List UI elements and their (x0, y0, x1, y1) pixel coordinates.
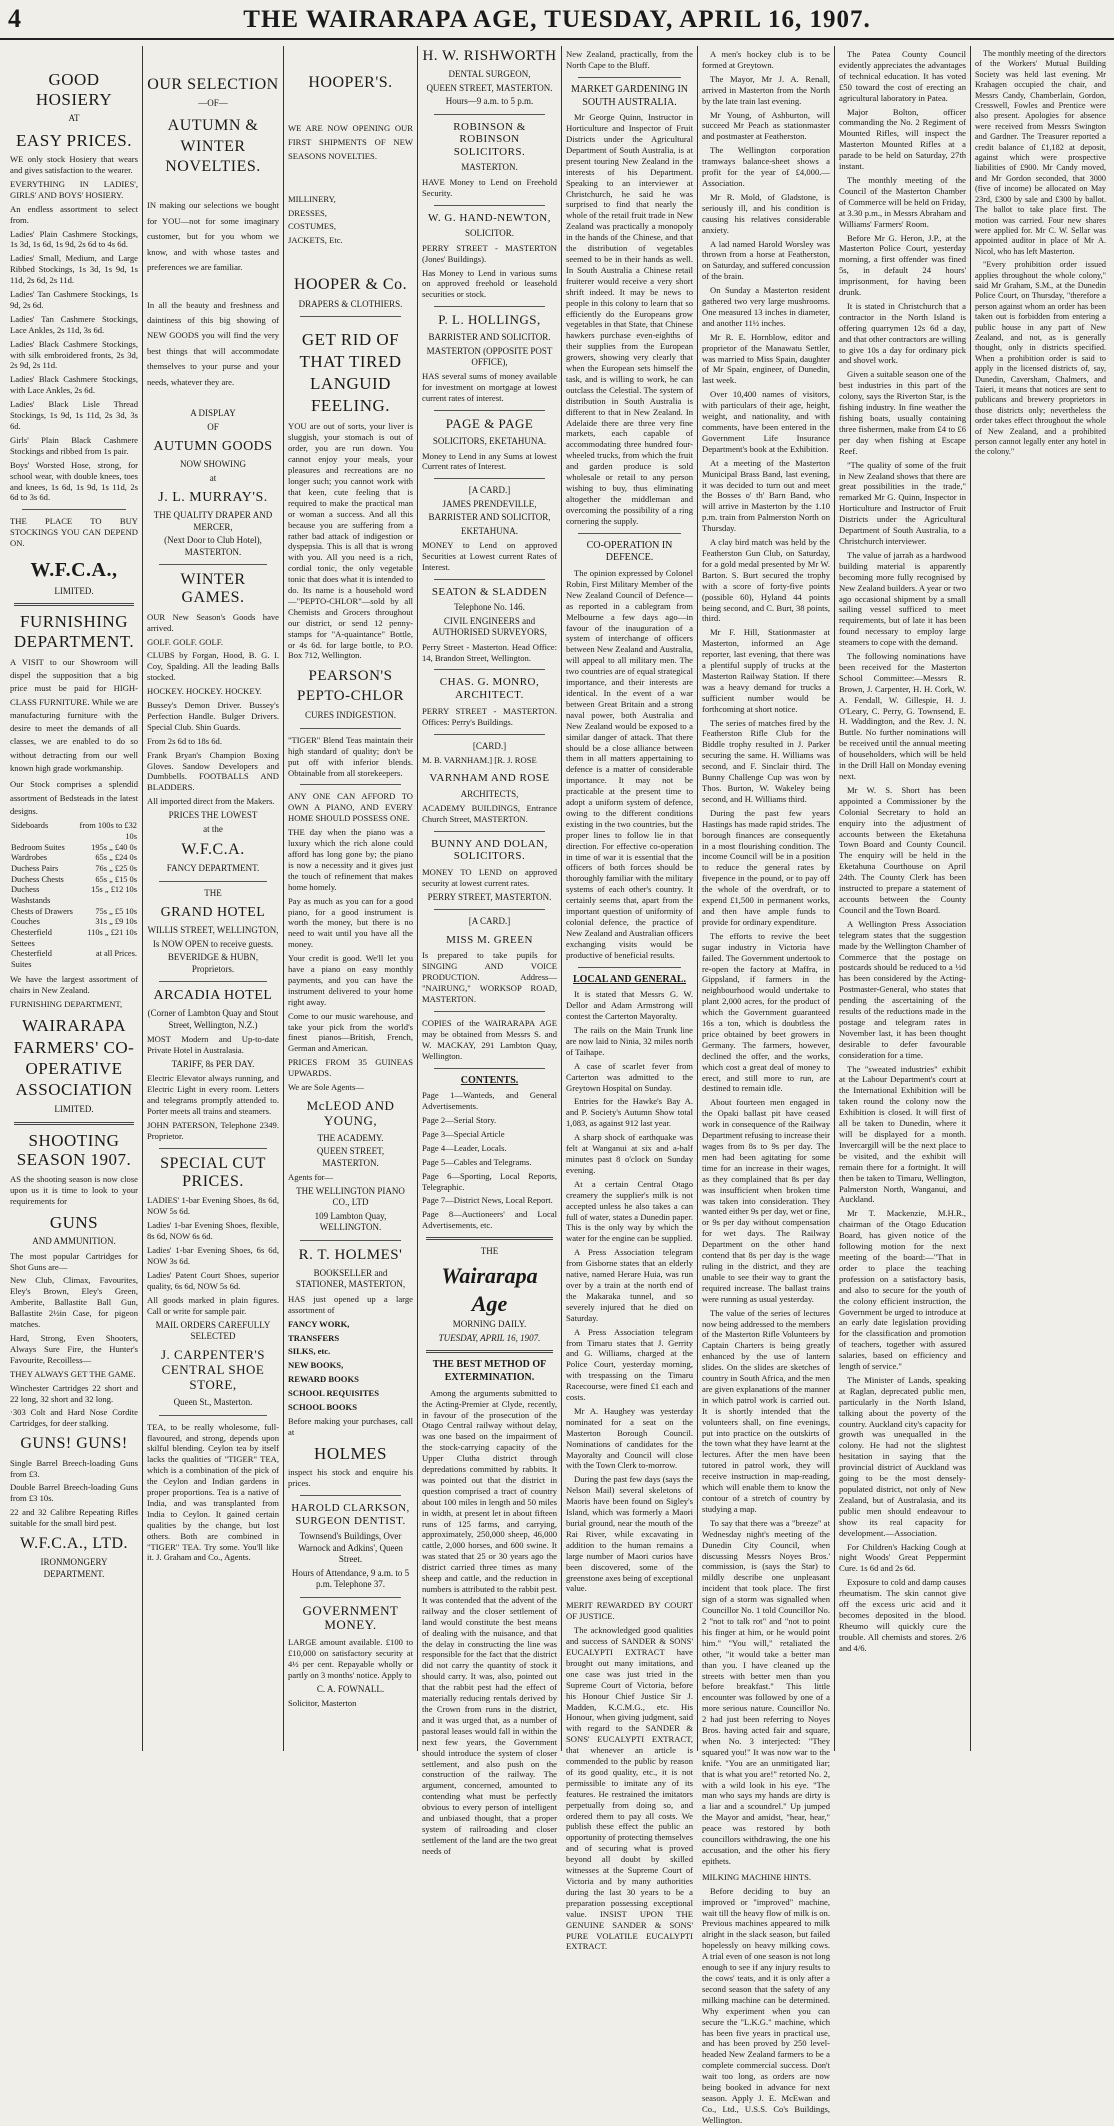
bunny: BUNNY AND DOLAN, SOLICITORS. (431, 837, 548, 863)
special-cut: SPECIAL CUT PRICES. (160, 1154, 266, 1191)
masthead (0, 0, 1114, 40)
list-item: Page 3—Special Article (422, 1128, 505, 1139)
furniture-item: Wardrobes (11, 853, 48, 863)
handnewton: W. G. HAND-NEWTON, (428, 211, 551, 224)
hooper-co: HOOPER & Co. (293, 276, 408, 294)
prices-from: PRICES FROM 35 GUINEAS UPWARDS. (288, 1057, 413, 1079)
bunny-addr: PERRY STREET, MASTERTON. (427, 891, 552, 902)
piano-body-1: THE day when the piano was a luxury which the rich alone could afford has long gone by; the piano is now a necessity and it gives just the touch of refinement that makes home homely. (288, 827, 413, 892)
list-item: JACKETS, Etc. (288, 235, 343, 246)
fancy-dept: FANCY DEPARTMENT. (166, 863, 260, 874)
arcadia-prop: JOHN PATERSON, Telephone 2349. Proprietor. (147, 1119, 279, 1141)
column-7 (834, 46, 970, 1751)
they-always: THEY ALWAYS GET THE GAME. (10, 1368, 136, 1379)
wfca-ltd: W.F.C.A., LTD. (19, 1535, 129, 1553)
list-item: SILKS, etc. (288, 1346, 331, 1357)
list-item: Page 7—District News, Local Report. (422, 1195, 553, 1206)
green-body: Is prepared to take pupils for SINGING AND VOICE PRODUCTION. Address— "NAIRUNG," WORKSOP ROAD, MASTERTON. (422, 950, 557, 1004)
tariff: TARIFF, 8s PER DAY. (171, 1058, 255, 1069)
table-row (10, 875, 138, 886)
market-head: MARKET GARDENING IN SOUTH AUSTRALIA. (570, 83, 689, 108)
list-item: SCHOOL REQUISITES (288, 1388, 379, 1399)
clarkson-addr: Townsend's Buildings, Over Warnock and Adkins', Queen Street. (298, 1531, 403, 1565)
handnewton-body: Has Money to Lend in various sums on approved freehold or leasehold securities or stock. (422, 267, 557, 300)
handnewton-addr: PERRY STREET - MASTERTON (Jones' Buildings). (422, 242, 557, 264)
c7-1: The Patea County Council evidently appreciates the advantages of technical education. It has voted £50 toward the cost of erecting an agricultural laboratory in Patea. (839, 49, 966, 103)
hooper-title: HOOPER'S. (308, 74, 393, 91)
list-item: Ladies' Tan Cashmere Stockings, Lace Ankles, 2s 11d, 3s 6d. (10, 313, 138, 335)
column-1 (6, 46, 142, 1751)
list-item: DRESSES, (288, 207, 327, 218)
holmes-list (288, 1319, 413, 1413)
milking-head: MILKING MACHINE HINTS. (702, 1871, 812, 1882)
at-the: at the (203, 823, 223, 834)
c7-10: Mr W. S. Short has been appointed a Commissioner by the Colonial Secretary to hold an enquiry into the adjustment of accounts between the Eketahuna Town Board and County Council. The enquiry will be held in the Eketahuna Courthouse on April 24th. The County Clerk has been instructed to prepare a statement of accounts between the County Council and the Town Board. (839, 784, 966, 915)
table-row (10, 917, 138, 928)
list-item: COSTUMES, (288, 221, 336, 232)
table-row (10, 821, 138, 842)
wellington-piano: THE WELLINGTON PIANO CO., LTD (296, 1186, 405, 1208)
winchester: Winchester Cartridges 22 short and 22 long, 32 short and 32 long. (10, 1382, 138, 1404)
languid-body: YOU are out of sorts, your liver is sluggish, your stomach is out of order, you are run down. You cannot enjoy your meals, your pleasures and recreations are no longer such; you cannot work with that keen, cute feeling that is required to make the practical man or woman a success. And all this because you are suffering from a rather bad attack of indigestion or dyspepsia. This is all that is wrong with you. All you need is a rich, cordial tonic, the only vegetable tonic that does what it is intended to do. Its name is a household word—"PEPTO-CHLOR"—sold by all Chemists and Grocers throughout our district, or send 12 penny-stamps for "A-quaintance" Bottle, or 4s 6d. for large bottle, to P.O. Box 712, Wellington. (288, 421, 413, 661)
c6-16: About fourteen men engaged in the Opaki ballast pit have ceased work in consequence of the Railway Department refusing to increase their wages from 8s to 9s per day. The men had been agitating for some time for an increase in their wages, as they complained that 8s per day was insufficient when broken time was taken into consideration. They wanted either 9s per day, wet or fine, or 9s per day without compensation for wet days. The Railway Department on the other hand contend that 8s per day is the wage ruling in the district, and they are unable to see their way to grant the required increase. The ballast trains were running as usual yesterday. (702, 1097, 830, 1304)
hollings: P. L. HOLLINGS, (438, 312, 541, 328)
guns-guns: GUNS! GUNS! (20, 1435, 128, 1453)
c6-9: Over 10,400 names of visitors, with particulars of their age, height, weight, and nationality, and with comments, have been entered in the Government Life Insurance Department's book at the Exhibition. (702, 389, 830, 454)
list-item: Ladies' 1-bar Evening Shoes, flexible, 8s 6d, NOW 6s 6d. (147, 1220, 279, 1242)
card-3: [A CARD.] (468, 916, 511, 927)
wairarapa-farmers: WAIRARAPA FARMERS' CO-OPERATIVE ASSOCIATION (13, 1016, 135, 1100)
murray-sub: THE QUALITY DRAPER AND MERCER, (153, 510, 273, 532)
market-body: Mr George Quinn, Instructor in Horticulture and Inspector of Fruit Districts under the Agricultural Department of South Australia, is at present touring New Zealand in the interests of his Department. Speaking to an interviewer at Christchurch, he said he was surprised to find that nearly the whole of the retail fruit trade in New Zealand was practically a monopoly in the hands of the Chinese, and that the distribution of vegetables seemed to be in their hands as well. In South Australia a Chinese retail fruiterer would receive a very short shrift indeed. It may be news to people in this colony to learn that so efficiently do the Europeans grow vegetables in that State, that Chinese hawkers purchase even-eighths of their supplies from the European growers, showing very clearly that when the European sets himself the task, and is willing to work, he can outclass the Celestial. The system of distribution in South Australia is different to that in New Zealand. In Adelaide there are three very fine markets, each capable of accommodating three hundred four-wheeled trucks, from which the fruit and garden produce is sold wholesale or retail to any person wishing to buy, thus eliminating altogether the middleman and overcoming the possibility of a ring cornering the supply. (566, 112, 693, 526)
robinson: ROBINSON & ROBINSON SOLICITORS. (453, 120, 526, 158)
calibre: 22 and 32 Calibre Repeating Rifles suitable for the small bird pest. (10, 1507, 138, 1529)
newspaper-title: THE WAIRARAPA AGE, TUESDAY, APRIL 16, 1907. (243, 6, 871, 33)
contents-head: CONTENTS. (460, 1074, 519, 1086)
c6-7: On Sunday a Masterton resident gathered two very large mushrooms. One measured 13 inches in diameter, and another 11½ inches. (702, 285, 830, 328)
robinson-body: HAVE Money to Lend on Freehold Security. (422, 176, 557, 198)
list-item: Page 1—Wanteds, and General Advertisements. (422, 1090, 557, 1112)
seaton-tel: Telephone No. 146. (454, 602, 525, 613)
c7-13: Mr T. Mackenzie, M.H.R., chairman of the Otago Education Board, has given notice of the following motion for the next meeting of the board:—"That in order to place the teaching profession on a satisfactory basis, and also to secure for the youth of the colony efficient instruction, the Government be urged to introduce at an early date legislation providing for the classification and promotion of teachers, together with assured salaries, based on efficiency and length of service." (839, 1208, 966, 1372)
wfca-limited-2: LIMITED. (54, 1104, 94, 1115)
mail-orders: MAIL ORDERS CAREFULLY SELECTED (155, 1319, 271, 1341)
winter-body: OUR New Season's Goods have arrived. (147, 611, 279, 633)
tea-body: TEA, to be really wholesome, full-flavoured, and strong, depends upon skilful blending. Ceylon tea by itself lacks the qualities of "TIGER" TEA, which is a combination of the pick of the Ceylon and Indian gardens in proper proportions. Tea is a native of India, and was transplanted from India to Ceylon. It gained certain qualities by the change, but lost others. Both are combined in "TIGER" TEA. Try some. You'll like it. J. Graham and Co., Agents. (147, 1421, 279, 1563)
golf: GOLF. GOLF. GOLF. (147, 636, 223, 647)
seaton-addr: Perry Street - Masterton. Head Office: 14, Brandon Street, Wellington. (422, 641, 557, 663)
hollings-sub: BARRISTER AND SOLICITOR. (428, 332, 551, 343)
furniture-item: Chests of Drawers (11, 906, 73, 916)
arcadia-desc: Electric Elevator always running, and Electric Light in every room. Letters and telegrams promptly attended to. Porter meets all trains and steamers. (147, 1073, 279, 1116)
piano-body-2: Pay as much as you can for a good piano, for a good instrument is worth the money, but there is no need to wait until you have all the money. (288, 895, 413, 950)
c6-3: Mr Young, of Ashburton, will succeed Mr Peach as stationmaster and postmaster at Featherston. (702, 109, 830, 142)
merit-body: The acknowledged good qualities and success of SANDER & SONS' EUCALYPTI EXTRACT have brought out many imitations, and one case was just tried in the Supreme Court of Victoria, before his Honour Chief Justice Sir J. Madden, K.C.M.G., etc. His Honour, when giving judgment, said with regard to the SANDER & SONS' EUCALYPTI EXTRACT, that whenever an article is commended to the public by reason of its good quality, etc., it is not permissible to imitate any of its features. He restrained the imitators perpetually from doing so, and ordered them to pay all costs. We publish these effect the public an opportunity of protecting themselves and of securing what is proved beyond all doubt by skilled witnesses at the Supreme Court of Victoria and by many authorities during the last 30 years to be a preparation possessing exceptional value. INSIST UPON THE GENUINE SANDER & SONS' PURE VOLATILE EUCALYPTI EXTRACT. (566, 1625, 693, 1952)
prend-addr: EKETAHUNA. (460, 525, 519, 536)
ironmongery: IRONMONGERY DEPARTMENT. (40, 1557, 108, 1579)
table-row (10, 885, 138, 906)
c6-2: The Mayor, Mr J. A. Renall, arrived in Masterton from the North by the late train last evening. (702, 73, 830, 106)
list-item: Ladies' Black Lisle Thread Stockings, 1s 9d, 1s 11d, 2s 3d, 3s 6d. (10, 399, 138, 431)
holmes-body: HAS just opened up a large assortment of (288, 1293, 413, 1315)
list-item: Ladies' Black Cashmere Stockings, with silk embroidered fronts, 2s 3d, 2s 9d, 2s 11d. (10, 338, 138, 371)
drapers: DRAPERS & CLOTHIERS. (298, 298, 403, 309)
murray-name: J. L. MURRAY'S. (158, 490, 268, 506)
rishworth-sub: DENTAL SURGEON, (448, 69, 531, 80)
prend-body: MONEY to Lend on approved Securities at Lowest current Rates of Interest. (422, 540, 557, 572)
rishworth-hours: Hours—9 a.m. to 5 p.m. (445, 96, 534, 107)
hockey-body: Bussey's Demon Driver. Bussey's Perfection Handle. Bulger Drivers. Special Club. Shin Guards. (147, 700, 279, 732)
furniture-price: 110s „ £21 10s (87, 928, 137, 938)
hosiery-list (10, 229, 138, 504)
wairarapa-age: Wairarapa Age (441, 1262, 538, 1316)
handnewton-sub: SOLICITOR. (464, 228, 515, 239)
wfca-title: W.F.C.A., (30, 559, 118, 582)
rishworth-addr: QUEEN STREET, MASTERTON. (426, 82, 553, 93)
c7-5: It is stated in Christchurch that a contractor in the North Island is offering quarrymen 12s 6d a day, and that other contractors are willing to give 10s a day for ordinary pick and shovel work. (839, 300, 966, 366)
furniture-price: 31s „ £9 10s (95, 917, 137, 927)
c7-2: Major Bolton, officer commanding the No. 2 Regiment of Mounted Rifles, will inspect the Masterton Mounted Rifles at a parade to be held on Saturday, 27th instant. (839, 106, 966, 172)
list-item: Boys' Worsted Hose, strong, for school wear, with double knees, toes and knees, 1s 6d, 1s 9d, 1s 11d, 2s 6d to 3s 6d. (10, 459, 138, 503)
c7-6: Given a suitable season one of the best industries in this part of the colony, says the Riverton Star, is the fishing industry. In fine weather the fishing boats, usually containing three fishermen, make from £4 to £6 per day when fishing at Escape Reef. (839, 369, 966, 456)
imported: All imported direct from the Makers. (147, 796, 275, 807)
arcadia-hotel: ARCADIA HOTEL (153, 988, 273, 1004)
furnishing-footer: FURNISHING DEPARTMENT, (10, 998, 123, 1009)
furniture-price: from 100s to £32 10s (79, 821, 137, 841)
local-9: Mr A. Haughey was yesterday nominated for a seat on the Masterton Borough Council. Nominations of candidates for the Mayoralty and Council will close with the Town Clerk to-morrow. (566, 1405, 693, 1471)
c6-18: To say that there was a "breeze" at Wednesday night's meeting of the Dunedin City Council, when discussing Messrs Noyes Bros.' commission, is (says the Star) to mildly describe one unpleasant incident that took place. The first sign of a storm was signalled when Councillor No. 1 told Councillor No. 2 "not to talk rot" and "not to point his finger at him, or he would point him." "You will," retaliated the other, "it would take a better man than you. I have cleaned up the streets with better men than you before breakfast." This little encounter was followed by one of a more serious nature. Councillor No. 2 had just been referring to Noyes Bros. having acted fair and square, when No. 3 interjected: "They squared you!" It was now war to the knife. "You are an unmitigated liar; that is what you are!" retorted No. 2, with a wild look in his eye. "The man who says my hands are dirty is a liar and a scoundrel." Up jumped the Mayor and amidst, "hear, hear," peace was restored by both councillors withdrawing, the one his accusation, and the other his fiery epithets. (702, 1517, 830, 1866)
monro: CHAS. G. MONRO, ARCHITECT. (439, 676, 540, 702)
c7-8: The value of jarrah as a hardwood building material is apparently becoming more fully recognised by New Zealand builders. A year or two ago occasional shipment by a small sailing vessel sufficed to meet requirements, but of late it has been found necessary to employ large steamers to cope with the demand. (839, 549, 966, 648)
list-item: REWARD BOOKS (288, 1374, 359, 1385)
merit-head: MERIT REWARDED BY COURT OF JUSTICE. (566, 1600, 693, 1622)
monro-addr: PERRY STREET - MASTERTON. Offices: Perry's Buildings. (422, 705, 557, 727)
table-row (10, 853, 138, 864)
c6-6: A lad named Harold Worsley was thrown from a horse at Featherston, on Saturday, and suffered concussion of the brain. (702, 238, 830, 282)
murray-addr: (Next Door to Club Hotel), MASTERTON. (164, 535, 262, 557)
prices-lowest: PRICES THE LOWEST (168, 810, 258, 821)
furniture-item: Duchess Chests (11, 874, 64, 884)
c6-1: A men's hockey club is to be formed at Greytown. (702, 49, 830, 70)
local-2: The rails on the Main Trunk line are now laid to Ninia, 32 miles north of Taihape. (566, 1025, 693, 1057)
list-item: Ladies' Plain Cashmere Stockings, 1s 3d, 1s 6d, 1s 9d, 2s 6d to 4s 6d. (10, 228, 138, 250)
selection-title: OUR SELECTION (147, 76, 279, 93)
hollings-body: HAS several sums of money available for investment on mortgage at lowest current rates of interest. (422, 371, 557, 404)
queen-st: QUEEN STREET, MASTERTON. (316, 1146, 385, 1168)
carpenter-addr: Queen St., Masterton. (173, 1397, 253, 1408)
holmes-note-2: inspect his stock and enquire his prices. (288, 1467, 413, 1489)
furniture-item: Sideboards (11, 821, 49, 831)
list-item: Ladies' Small, Medium, and Large Ribbed Stockings, 1s 3d, 1s 9d, 1s 11d, 2s 6d, 2s 11d. (10, 253, 138, 286)
card-2: [CARD.] (472, 740, 507, 751)
prendeville: JAMES PRENDEVILLE, (442, 498, 537, 509)
holmes-note: Before making your purchases, call at (288, 1415, 413, 1437)
piano-body-4: Come to our music warehouse, and take your pick from the world's finest pianos—British, French, German and American. (288, 1010, 413, 1054)
list-item: TRANSFERS (288, 1332, 340, 1343)
furnishing-title: FURNISHING DEPARTMENT. (13, 612, 135, 652)
now-showing: NOW SHOWING (179, 459, 247, 470)
bunny-body: MONEY TO LEND on approved security at lowest current rates. (422, 867, 557, 888)
varnham-addr: ACADEMY BUILDINGS, Entrance Church Street, MASTERTON. (422, 802, 557, 824)
furniture-item: Duchess Pairs (11, 864, 59, 874)
brass: Hard, Strong, Even Shooters, Always Sure Fire, the Hunter's Favourite, Recoilless— (10, 1333, 138, 1365)
c6-17: The value of the series of lectures now being addressed to the members of the Masterton Rifle Volunteers by Captain Charters is being greatly enhanced by the use of lantern slides. On the slides are sketches of country in South Africa, and the men are given explanations of the manner in which patrol work is carried out. It is shortly intended that the volunteers shall, on fine evenings, put into practice on the outskirts of the town what they have learnt at the lectures. After the men have been tutored in patrol work, they will receive instruction in map-reading, which will enable them to know the contour of a stretch of country by studying a map. (702, 1307, 830, 1514)
page-page: PAGE & PAGE (445, 416, 534, 432)
c7-14: The Minister of Lands, speaking at Raglan, deprecated public men, particularly in the North Island, talking about the poverty of the country. Auckland city's capacity for growth was unequalled in the colony. He had not the slightest hesitation in saying that the provincial district of Auckland was going to be the most densely-populated district, not only of New Zealand, but of Australasia, and its public men should endeavour to show its real capacity for development.—Association. (839, 1374, 966, 1538)
c7-16: "Every prohibition order issued applies throughout the whole colony," said Mr Graham, S.M., at the Dunedin Police Court, on Thursday, "therefore a person against whom an order has been taken out is forbidden from entering a public house in any part of New Zealand, and not, as is generally thought, only in districts specified. When a prohibition order is said to apply in the licensed districts of, say, Dunedin, Caversham, Chalmers, and Taieri, it means that notices are sent to publicans and brewery proprietors in those districts only; nevertheless the order takes effect throughout the whole of New Zealand, and a prohibited person cannot legally enter any hotel in the colony." (975, 260, 1106, 457)
column-6 (697, 46, 834, 2125)
table-row (10, 928, 138, 949)
lambton: 109 Lambton Quay, WELLINGTON. (314, 1210, 387, 1233)
autumn-title: AUTUMN & WINTER NOVELTIES. (165, 116, 261, 176)
leader-body: Among the arguments submitted to the Acting-Premier at Clyde, recently, in favour of the prosecution of the Otago Central railway without delay, was one based on the impairment of the stock-carrying capacity of the Upper Clutha district through depredations committed by rabbits. It was pointed out that the district in question comprised a tract of country about 100 miles in length and 50 miles in width, at present let in about fifteen runs of 125 farms, and carrying, approximately, 250,000 sheep, 46,000 cattle, 2,000 horses, and 600 swine. It was stated that 25 or 30 years ago the district carried three times as many sheep and cattle, and the reduction in numbers is attributed to the rabbit pest. It was contended that the advent of the railway and the closer settlement of land would constitute the best means of dealing with the nuisance, and that the delay in constructing the line was responsible for the fact that the district did not carry the quantity of stock it should carry. It was, also, pointed out that the rabbit pest had the effect of materially reducing rentals derived by the Crown from runs in the district, and it was urged that, as a number of pastoral leases would fall in within the next few years, the Government should introduce the system of closer settlement, and also push on the construction of the railway. The argument, concerned, amounted to contending what must be perfectly obvious to every person of intelligent and unbiased thought, that a proper system of railroading and closer settlement of the land are the two great needs of (422, 1387, 557, 1856)
agents-for: Agents for— (288, 1172, 334, 1183)
wfca-limited: LIMITED. (54, 586, 94, 597)
display-of: OF (207, 421, 219, 432)
column-8 (970, 46, 1110, 1751)
vavasour: M. B. VARNHAM.] [R. J. ROSE (422, 755, 537, 765)
furniture-price: 15s „ £12 10s (91, 885, 137, 895)
stockings-place: THE PLACE TO BUY STOCKINGS YOU CAN DEPEND ON. (10, 516, 138, 549)
list-item: FANCY WORK, (288, 1318, 350, 1329)
selection-sep: —OF— (198, 98, 228, 109)
furniture-price: 76s „ £25 0s (95, 864, 137, 874)
furniture-price: 65s „ £24 0s (95, 853, 137, 863)
golf-body: CLUBS by Forgan, Hood, B. G. I. Coy, Spalding. All the leading Balls stocked. (147, 650, 279, 683)
morning-daily: MORNING DAILY. (452, 1319, 527, 1330)
list-item: Page 4—Leader, Locals. (422, 1142, 507, 1153)
cartridges: New Club, Climax, Favourites, Eley's Brown, Eley's Green, Amberite, Ballastite Ball Gun, Ballastite 2½in Case, for pigeon matches. (10, 1275, 138, 1330)
list-item: Page 6—Sporting, Local Reports, Telegraphic. (422, 1170, 557, 1192)
column-5 (561, 46, 697, 1952)
carpenter: J. CARPENTER'S CENTRAL SHOE STORE, (161, 1347, 265, 1393)
ammunition: AND AMMUNITION. (32, 1236, 116, 1247)
list-item: Ladies' Black Cashmere Stockings, with Lace Ankles, 2s 6d. (10, 374, 138, 396)
hosiery-list-head: EVERYTHING IN LADIES', GIRLS' AND BOYS' HOSIERY. (10, 178, 138, 200)
c7-3: The monthly meeting of the Council of the Masterton Chamber of Commerce will be held on Friday, at 3.30 p.m., in Messrs Abraham and Williams' Farmers' Room. (839, 174, 966, 229)
dominion: ·303 Colt and Hard Nose Cordite Cartridges, for deer stalking. (10, 1407, 138, 1429)
coop-head: CO-OPERATION IN DEFENCE. (586, 539, 673, 564)
c7-11: A Wellington Press Association telegram states that the suggestion made by the Wellington Chamber of Commerce that the postage on postcards should be reduced to a ½d has been considered by the Acting-Postmaster-General, who states that pending the ascertaining of the results of the reductions made in the postage and telegram rates in November last, it has been thought desirable to defer favourable consideration for a time. (839, 918, 966, 1060)
furniture-item: Chesterfield Suites (11, 949, 52, 970)
furniture-item: Bedroom Suites (11, 842, 65, 852)
hockey-prices: From 2s 6d to 18s 6d. (147, 735, 222, 746)
grand-open: Is NOW OPEN to receive guests. (152, 938, 274, 949)
holmes-head: R. T. HOLMES' (298, 1246, 403, 1263)
piano-body-3: Your credit is good. We'll let you have a piano on easy monthly payments, and you can have the instrument delivered to your home right away. (288, 953, 413, 1007)
winter-games: WINTER GAMES. (180, 570, 246, 607)
c7-12: The "sweated industries" exhibit at the Labour Department's court at the International Exhibition will be taken round the colony now the Exhibition is closed. It will first of all be taken to Dunedin, where it will be displayed for a month. Invercargill will be the next place to be visited, and the exhibit will remain there for a fortnight. It will then be taken to Timaru, Wellington, Palmerston North, Wanganui, and Auckland. (839, 1063, 966, 1205)
arcadia-body: MOST Modern and Up-to-date Private Hotel in Australasia. (147, 1034, 279, 1055)
local-10: During the past few days (says the Nelson Mail) several skeletons of Maoris have been found on Sigley's Island, which was formerly a Maori burial ground, near the mouth of the Rai River, while excavating in addition to the human remains a large number of Maori curios have been discovered, some of the greenstone axes being of exceptional value. (566, 1474, 693, 1594)
hosiery-at: AT (68, 113, 80, 124)
hosiery-prices: EASY PRICES. (16, 130, 132, 150)
beauty-body: In all the beauty and freshness and daintiness of this big showing of NEW GOODS you will find the very best things that will accommodate themselves to your purse and your needs, whatever they are. (147, 299, 279, 387)
grand-addr: WILLIS STREET, WELLINGTON, (147, 925, 279, 936)
autumn-goods: AUTUMN GOODS (153, 439, 273, 455)
furniture-item: Chesterfield Settees (11, 928, 52, 948)
boxing: Frank Bryan's Champion Boxing Gloves. Sandow Developers and Dumbbells. FOOTBALLS AND BLADDERS. (147, 749, 279, 793)
holmes-name: HOLMES (314, 1443, 387, 1463)
grand-hotel: GRAND HOTEL (160, 905, 266, 921)
furniture-price: 195s „ £40 0s (91, 842, 137, 852)
list-item: Page 5—Cables and Telegrams. (422, 1156, 532, 1167)
cartridges-intro: The most popular Cartridges for Shot Guns are— (10, 1250, 138, 1272)
autumn-body: IN making our selections we bought for YOU—not for some imaginary customer, but for you whom we know, and with whose tastes and preferences we are familiar. (147, 200, 279, 273)
date-line: TUESDAY, APRIL 16, 1907. (438, 1332, 541, 1343)
c7-9: The following nominations have been received for the Masterton School Committee:—Messrs R. Brown, J. Carpenter, H. H. Cork, W. A. Fendall, W. Gillespie, H. J. O'Leary, C. Perry, G. Townsend, E. H. Waddington, and the Rev. J. N. Buttle. No further nominations will be received until the annual meeting of householders, which will be held in the Drill Hall on Monday evening next. (839, 651, 966, 781)
hosiery-title: GOOD HOSIERY (35, 70, 113, 109)
c6-10: At a meeting of the Masterton Municipal Brass Band, last evening, it was decided to turn out and meet the Bosses o' th' Barn Band, who will arrive in Masterton by the 1.10 p.m. train from Palmerston North on Thursday. (702, 457, 830, 534)
single-barrel: Single Barrel Breech-loading Guns from £3. (10, 1457, 138, 1479)
local-5: A sharp shock of earthquake was felt at Wanganui at six and a-half minutes past 8 o'clock on Sunday evening. (566, 1132, 693, 1175)
column-3 (283, 46, 417, 1751)
list-item: SCHOOL BOOKS (288, 1402, 358, 1413)
clarkson-hours: Hours of Attendance, 9 a.m. to 5 p.m. Telephone 37. (291, 1567, 410, 1590)
page-sub: SOLICITORS, EKETAHUNA. (432, 436, 547, 447)
copies: COPIES of the WAIRARAPA AGE may be obtained from Messrs S. and W. MACKAY, 291 Lambton Quay, Wellington. (422, 1017, 557, 1061)
furniture-note: We have the largest assortment of chairs in New Zealand. (10, 973, 138, 995)
table-row (10, 864, 138, 875)
c7-4: Before Mr G. Heron, J.P., at the Masterton Police Court, yesterday morning, a first offender was fined 5s, in default 24 hours' imprisonment, for having been drunk. (839, 232, 966, 298)
furnishing-body: A VISIT to our Showroom will dispel the supposition that a big price must be paid for HIGH-CLASS FURNITURE. While we are manufacturing furniture with the desire to meet the demands of all classes, we are enabled to do so without detracting from our well known high grade workmanship. (10, 656, 138, 774)
the-label: THE (204, 887, 222, 898)
local-8: A Press Association telegram from Timaru states that J. Gerrity and G. Williams, charged at the Police Court, yesterday morning, with trespassing on the Timaru Racecourse, were fined £1 each and costs. (566, 1326, 693, 1403)
varnham: VARNHAM AND ROSE (429, 771, 550, 784)
list-item: NEW BOOKS, (288, 1360, 344, 1371)
list-item: Ladies' 1-bar Evening Shoes, 6s 6d, NOW 3s 6d. (147, 1245, 279, 1266)
display: A DISPLAY (190, 408, 236, 419)
varnham-sub: ARCHITECTS, (460, 788, 519, 799)
column-2 (142, 46, 283, 1751)
furniture-item: Duchess Washstands (11, 885, 51, 906)
furniture-table (10, 821, 138, 970)
c7-7: "The quality of some of the fruit in New Zealand shows that there are great possibilities in the trade," remarked Mr G. Quinn, Inspector in Horticulture and Instructor of Fruit Districts under the Agricultural Department of South Australia, to a Christchurch interviewer. (839, 459, 966, 546)
wfca-fancy: W.F.C.A. (181, 841, 245, 859)
sole-agents: We are Sole Agents— (288, 1082, 364, 1093)
shooting-title: SHOOTING SEASON 1907. (16, 1130, 132, 1170)
c6-14: During the past few years Hastings has made rapid strides. The borough finances are consequently in a most flourishing condition. The income Council will be in a position to reduce the general rates by fivepence in the pound, or to pay off the whole of the overdraft, or to expend £1,500 in permanent works, and then have ample funds to provide for ordinary expenditure. (702, 807, 830, 927)
c7-15: The monthly meeting of the directors of the Workers' Mutual Building Society was held last evening. Mr Krahagen occupied the chair, and Messrs Candy, Chamberlain, Gordon, Cresswell, Fowles and Prentice were also present. Apologies for absence were received from Messrs Swington and Gardner. The Treasurer reported a credit balance of £1,182 at deposit, against which were prospective liabilities of £900. Mr Candy moved, and Mr Gordon seconded, that 3000 (five of income) be allocated on May 23rd, £300 by sale and £300 by ballot. The ballot to take place first. The motion was carried. Four new shares were applied for. Mr C. W. Sellar was appointed auditor in place of Mr A. Nicol, who has left Masterton. (975, 49, 1106, 256)
local-head: LOCAL AND GENERAL. (572, 973, 687, 985)
list-item: Girls' Plain Black Cashmere Stockings and ribbed from 1s pair. (10, 434, 138, 456)
furniture-price: at all Prices. (95, 949, 137, 959)
hooper-body: WE ARE NOW OPENING OUR FIRST SHIPMENTS OF NEW SEASONS NOVELTIES. (288, 123, 413, 161)
hollings-addr: MASTERTON (OPPOSITE POST OFFICE), (426, 345, 553, 368)
cut-price-list (147, 1195, 279, 1291)
hosiery-list-sub: An endless assortment to select from. (10, 203, 138, 225)
at: at (209, 472, 217, 483)
academy: THE ACADEMY. (317, 1132, 384, 1143)
govt-money: GOVERNMENT MONEY. (302, 1602, 399, 1633)
card-1: [A CARD.] (468, 485, 511, 496)
c6-11: A clay bird match was held by the Featherston Gun Club, on Saturday, for a gold medal presented by Mr W. Barton. S. Burt secured the trophy with a score of forty-five points (possible 60), Hyland 44 points being second, and C. Burt, 38 points, third. (702, 537, 830, 624)
list-item: LADIES' 1-bar Evening Shoes, 8s 6d, NOW 5s 6d. (147, 1195, 279, 1217)
holmes-sub: BOOKSELLER and STATIONER, MASTERTON, (295, 1267, 406, 1290)
c6-4: The Wellington corporation tramways balance-sheet shows a profit for the year of £4,000.—Association. (702, 145, 830, 188)
column-4 (417, 46, 561, 1856)
list-item: MILLINERY, (288, 193, 336, 204)
coop-body: The opinion expressed by Colonel Robin, First Military Member of the New Zealand Council of Defence—as reported in a cablegram from Melbourne a few days ago—in favour of the inauguration of a system of interchange of officers between New Zealand and Australia, will appeal to all military men. The two countries are of equal strategical importance, and their interests are identical. In the event of a war between Great Britain and a strong naval power, both Australia and New Zealand would be exposed to a similar danger of attack. That there should be a close alliance between them in all matters appertaining to defence is a matter of considerable importance. It may not be practicable at the present time to adopt a uniform system of defence, owing to the different conditions existing in the two countries, but the proper lines to follow lie in that direction. For effective co-operation in time of war it is essential that the officers of both forces should be thoroughly familiar with the military systems of each other's country. It certainly seems that, apart from the important question of uniformity of colonial defence, the practice of New Zealand and Australian officers exchanging visits would be productive of beneficial results. (566, 568, 693, 960)
local-7: A Press Association telegram from Gisborne states that an elderly native, named Herare Huia, was run over by a train at the north end of the Makaraka tunnel, and so severely injured that he died on Saturday. (566, 1247, 693, 1323)
get-rid-title: GET RID OF THAT TIRED LANGUID FEELING. (299, 330, 402, 416)
hosiery-intro: WE only stock Hosiery that wears and gives satisfaction to the wearer. (10, 154, 138, 175)
seaton: SEATON & SLADDEN (431, 585, 548, 598)
list-item: Page 2—Serial Story. (422, 1115, 497, 1126)
c7-18: Exposure to cold and damp causes rheumatism. The skin cannot give off the excess uric acid and it becomes deposited in the blood. Rheumo will quickly cure the trouble. All chemists and stores. 2/6 and 4/6. (839, 1577, 966, 1653)
furniture-price: 75s „ £5 10s (95, 906, 137, 916)
cures: CURES INDIGESTION. (305, 710, 396, 721)
govt-body: LARGE amount available. £100 to £10,000 on satisfactory security at 4½ per cent. Repayable wholly or partly on 3 months' notice. Apply to (288, 1637, 413, 1681)
seaton-sub: CIVIL ENGINEERS and AUTHORISED SURVEYORS, (432, 615, 547, 638)
hooper-list (288, 194, 413, 247)
local-1: It is stated that Messrs G. W. Dellor and Adam Armstrong will contest the Carterton Mayoralty. (566, 989, 693, 1022)
list-item: Page 8—Auctioneers' and Local Advertisements, etc. (422, 1209, 557, 1231)
furnishing-stock: Our Stock comprises a splendid assortment of Bedsteads in the latest designs. (10, 779, 138, 817)
table-row (10, 907, 138, 918)
green: MISS M. GREEN (446, 933, 533, 946)
grand-prop: BEVERIDGE & HUBN, Proprietors. (167, 952, 259, 974)
c6-8: Mr R. E. Hornblow, editor and proprietor of the Manawatu Settler, was married to Miss Spain, daughter of Mr Spain, engineer, of Dunedin, last week. (702, 331, 830, 386)
pearson-title: PEARSON'S PEPTO-CHLOR (297, 668, 404, 704)
c6-5: Mr R. Mold, of Gladstone, is seriously ill, and his condition is causing his relatives considerable anxiety. (702, 191, 830, 235)
c7-17: For Children's Hacking Cough at night Woods' Great Peppermint Cure. 1s 6d and 2s 6d. (839, 1541, 966, 1574)
local-3: A case of scarlet fever from Carterton was admitted to the Greytown Hospital on Sunday. (566, 1060, 693, 1093)
the-label: THE (480, 1246, 499, 1257)
leader-head: THE BEST METHOD OF EXTERMINATION. (432, 1359, 547, 1383)
c6-13: The series of matches fired by the Featherston Rifle Club for the Biddle trophy resulted in J. Parker securing the same. H. Williams was second, and F. Sinclair third. The Bunny Challenge Cup was won by Thos. Burton, W. Wakeley being second, and H. Williams third. (702, 717, 830, 804)
hockey: HOCKEY. HOCKEY. HOCKEY. (147, 686, 262, 697)
furniture-item: Couches (11, 917, 40, 927)
milking-body: Before deciding to buy an improved or "improved" machine, wait till the heavy flow of milk is on. Previous machines appeared to milk alright in the slack season, but failed hopelessly on heavy milking cows. A trial even of one season is not long enough to see if any injury results to the cows' teats, and it is only after a second season that the safety of any milking machine can be determined. Why experiment when you can secure the "L.K.G." machine, which has been five years in practical use, and has been proved by 250 level-headed New Zealand farmers to be a complete commercial success. Don't wait too long, as orders are now being booked in advance for next season. Apply J. E. McEwan and Co., Ltd., U.S.S. Co's Buildings, Wellington. (702, 1885, 830, 2125)
c6-15: The efforts to revive the beet sugar industry in Victoria have failed. The Government undertook to re-open the factory at Maffra, in Gippsland, if farmers in the neighbourhood would undertake to plant 2,000 acres, for the product of which the Government guaranteed 16s a ton, which is doubtless the price obtained by beet growers in Germany. The farmers, however, declined the offer, and the works, which cost a great deal of money to erect, and still more to run, are destined to remain idle. (702, 930, 830, 1094)
list-item: Ladies' Patent Court Shoes, superior quality, 6s 6d, NOW 5s 6d. (147, 1269, 279, 1291)
furniture-price: 65s „ £15 0s (95, 874, 137, 884)
clarkson: HAROLD CLARKSON, SURGEON DENTIST. (291, 1502, 410, 1527)
prend-sub: BARRISTER AND SOLICITOR, (428, 512, 551, 523)
table-row (10, 843, 138, 854)
shooting-body: AS the shooting season is now close upon us it is time to look to your requirements for (10, 1173, 138, 1206)
solicitor: Solicitor, Masterton (288, 1698, 357, 1709)
cut-note: All goods marked in plain figures. Call or write for sample pair. (147, 1294, 279, 1316)
piano-head: ANY ONE CAN AFFORD TO OWN A PIANO, AND EVERY HOME SHOULD POSSESS ONE. (288, 791, 413, 824)
table-row (10, 949, 138, 970)
c6-12: Mr F. Hill, Stationmaster at Masterton, informed an Age reporter, last evening, that there was a plentiful supply of trucks at the Masterton Railway Station. If there was a heavy demand for trucks a sufficient number would be forthcoming at short notice. (702, 627, 830, 714)
guns-head: GUNS (49, 1212, 99, 1232)
robinson-addr: MASTERTON. (461, 162, 518, 173)
page-number: 4 (8, 4, 21, 33)
tiger-body: "TIGER" Blend Teas maintain their high standard of quality; don't be put off with inferior blends. Obtainable from all storekeepers. (288, 734, 413, 778)
double-barrel: Double Barrel Breech-loading Guns from £3 10s. (10, 1482, 138, 1504)
leader-cont: New Zealand, practically, from the North Cape to the Bluff. (566, 49, 693, 70)
rishworth: H. W. RISHWORTH (422, 48, 557, 64)
fownall: C. A. FOWNALL. (316, 1684, 385, 1695)
local-6: At a certain Central Otago creamery the supplier's milk is not accepted unless he also takes a can full of water, states a Dunedin paper. This is the only way by which the water for the engine can be supplied. (566, 1178, 693, 1244)
mcleod: McLEOD AND YOUNG, (306, 1098, 395, 1128)
page-body: Money to Lend in any Sums at lowest Current rates of Interest. (422, 450, 557, 472)
arcadia-addr: (Corner of Lambton Quay and Stout Street, Wellington, N.Z.) (147, 1008, 279, 1030)
contents-list (422, 1090, 557, 1231)
list-item: Ladies' Tan Cashmere Stockings, 1s 9d, 2s 6d. (10, 289, 138, 310)
local-4: Entries for the Hawke's Bay A. and P. Society's Autumn Show total 1,083, as against 912 last year. (566, 1096, 693, 1129)
